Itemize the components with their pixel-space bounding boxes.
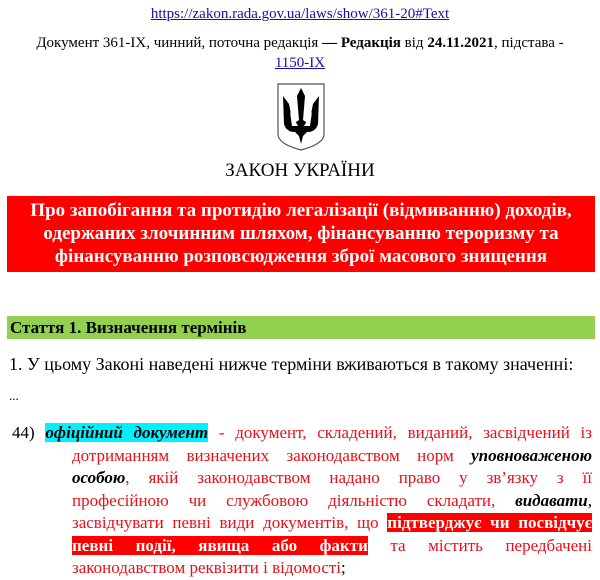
definition-line — [12, 445, 592, 468]
intro-paragraph: 1. У цьому Законі наведені нижче терміни вживаються в такому значенні: — [9, 354, 574, 374]
highlighted-text: певні події, явища або факти — [72, 535, 368, 555]
definition-line — [12, 467, 592, 490]
document-status — [0, 33, 600, 73]
article-heading: Стаття 1. Визначення термінів — [7, 316, 595, 339]
highlighted-text: підтверджує чи посвідчує — [387, 513, 593, 532]
definition-text: законодавством реквізити і відомості — [72, 558, 342, 577]
definition-44 — [12, 422, 592, 580]
basis-text: , підстава - — [494, 35, 564, 51]
definition-line — [12, 512, 592, 535]
from-text: від — [400, 35, 428, 51]
emphasis-text: видавати — [515, 490, 588, 510]
definition-line — [12, 490, 592, 513]
definition-line — [12, 422, 592, 445]
coat-of-arms-icon — [276, 82, 326, 152]
doc-prefix: Документ 361-IX, чинний, поточна редакція — [36, 35, 323, 51]
definition-line — [12, 557, 592, 580]
defined-term: офіційний документ — [45, 423, 209, 442]
item-number: 44) — [12, 423, 46, 442]
source-url-link[interactable]: https://zakon.rada.gov.ua/laws/show/361-20#Text — [150, 6, 450, 22]
law-title: Про запобігання та протидію легалізації (відмиванню) доходів, одержаних злочинним шляхом, фінансуванню тероризму та фінансуванню розповсюдження зброї масового знищення — [7, 196, 595, 272]
dash: — — [322, 35, 338, 51]
definition-text: - документ, складений, виданий, засвідчений із — [208, 423, 592, 442]
definition-line — [12, 535, 592, 558]
definition-text: професійною чи службовою діяльністю складати, — [72, 490, 516, 510]
semicolon: ; — [341, 558, 346, 577]
definition-text: , якій законодавством надано право у зв’язку з її — [125, 468, 592, 487]
law-heading: ЗАКОН УКРАЇНИ — [225, 160, 375, 181]
edition-date: 24.11.2021 — [427, 35, 494, 51]
definition-text: засвідчувати певні види документів, що — [72, 513, 388, 532]
basis-link[interactable]: 1150-IX — [274, 55, 326, 71]
emphasis-text: уповноваженою — [471, 445, 592, 465]
emphasis-text: особою — [72, 468, 126, 487]
comma: , — [587, 490, 592, 510]
omission-ellipsis: ... — [9, 388, 19, 403]
source-url — [0, 6, 600, 23]
definition-text: та містить передбачені — [367, 535, 592, 555]
definition-text: дотриманням визначених законодавством норм — [72, 445, 472, 465]
edition-label: Редакція — [340, 35, 401, 51]
